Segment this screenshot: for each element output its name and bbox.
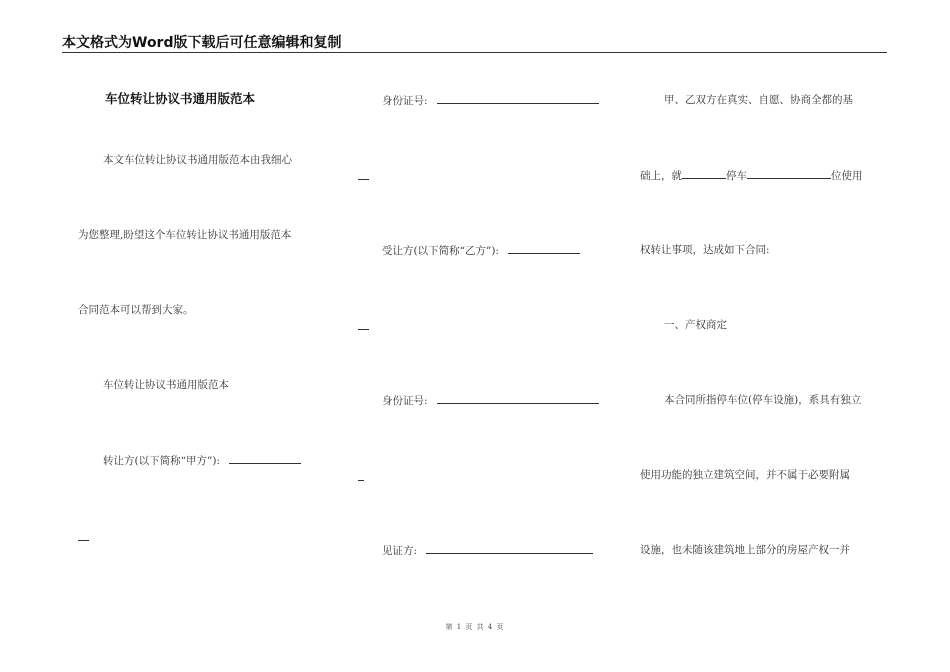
id-number-label-1: 身份证号:	[382, 95, 428, 107]
section-heading-1: 一、产权商定	[664, 319, 727, 331]
intro-line-2: 为您整理,盼望这个车位转让协议书通用版范本	[78, 229, 292, 241]
witness-row	[382, 543, 593, 558]
id-number-blank-2	[437, 393, 599, 404]
continuation-dash	[358, 179, 369, 180]
paragraph-line-1: 本合同所指停车位(停车设施)，系具有独立	[664, 394, 862, 406]
document-title: 车位转让协议书通用版范本	[105, 91, 256, 106]
parking-space-blank	[747, 168, 831, 179]
id-number-blank-1	[437, 93, 599, 104]
party-a-blank	[229, 453, 301, 464]
right-line-2-part-c: 位使用	[831, 170, 863, 182]
header-divider	[62, 52, 887, 53]
party-a-row	[103, 453, 301, 468]
right-line-2-part-a: 础上，就	[640, 170, 682, 182]
continuation-dash	[358, 329, 369, 330]
intro-line-1: 本文车位转让协议书通用版范本由我细心	[103, 154, 292, 166]
right-line-1: 甲、乙双方在真实、自愿、协商全都的基	[664, 94, 853, 106]
right-line-2-part-b: 停车	[726, 170, 747, 182]
section-subtitle: 车位转让协议书通用版范本	[103, 379, 229, 391]
right-line-3: 权转让事项，达成如下合同:	[640, 244, 770, 256]
parking-location-blank	[682, 168, 726, 179]
party-a-label: 转让方(以下简称“甲方”):	[103, 455, 220, 467]
witness-label: 见证方:	[382, 545, 418, 557]
intro-line-3: 合同范本可以帮到大家。	[78, 304, 194, 316]
party-b-label: 受让方(以下简称“乙方”):	[382, 245, 499, 257]
continuation-dash	[358, 480, 364, 481]
document-header: 本文格式为Word版下载后可任意编辑和复制	[62, 35, 342, 51]
party-b-row	[382, 243, 580, 258]
continuation-dash	[78, 540, 89, 541]
id-number-row-1	[382, 93, 599, 108]
paragraph-line-2: 使用功能的独立建筑空间，并不属于必要附属	[640, 469, 850, 481]
witness-blank	[426, 543, 593, 554]
id-number-label-2: 身份证号:	[382, 395, 428, 407]
right-line-2	[640, 168, 863, 183]
paragraph-line-3: 设施，也未随该建筑地上部分的房屋产权一并	[640, 544, 850, 556]
id-number-row-2	[382, 393, 599, 408]
page-number: 第 1 页 共 4 页	[445, 623, 505, 631]
party-b-blank	[508, 243, 580, 254]
